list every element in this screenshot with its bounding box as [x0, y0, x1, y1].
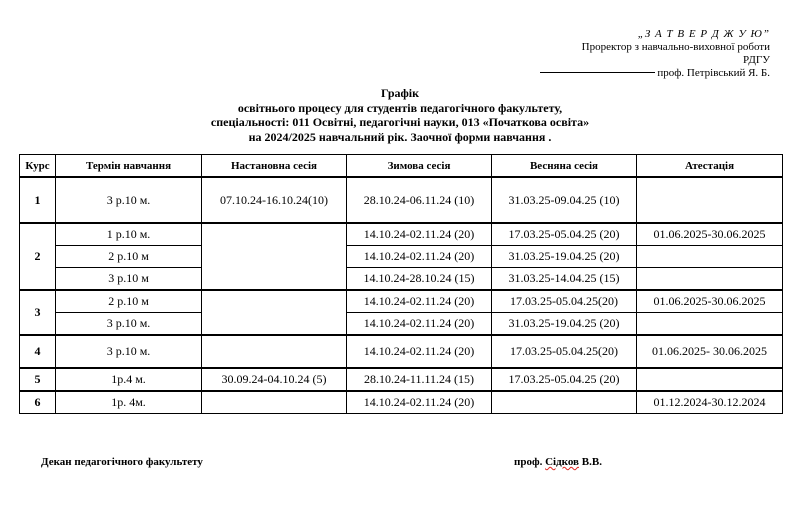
- approval-block: [530, 28, 770, 80]
- spring-cell: 31.03.25-19.04.25 (20): [492, 313, 637, 336]
- table-header-row: [20, 155, 783, 178]
- install-cell: [202, 391, 347, 414]
- attestation-cell: [637, 268, 783, 291]
- install-cell: [202, 290, 347, 335]
- schedule-table: [19, 154, 783, 414]
- kurs-cell: 6: [20, 391, 56, 414]
- term-cell: 2 р.10 м: [56, 246, 202, 268]
- spring-cell: 31.03.25-09.04.25 (10): [492, 177, 637, 223]
- term-cell: 1 р.10 м.: [56, 223, 202, 246]
- spring-cell: 31.03.25-14.04.25 (15): [492, 268, 637, 291]
- table-row: [20, 223, 783, 246]
- winter-cell: 14.10.24-02.11.24 (20): [347, 391, 492, 414]
- document-title: [130, 86, 670, 144]
- install-cell: 30.09.24-04.10.24 (5): [202, 368, 347, 391]
- attestation-cell: [637, 368, 783, 391]
- header-attestation: Атестація: [637, 155, 783, 178]
- title-line-2: освітнього процесу для студентів педагогічного факультету,: [237, 100, 563, 115]
- spring-cell: 31.03.25-19.04.25 (20): [492, 246, 637, 268]
- term-cell: 3 р.10 м.: [56, 177, 202, 223]
- header-term: Термін навчання: [56, 155, 202, 178]
- attestation-cell: 01.06.2025- 30.06.2025: [637, 335, 783, 368]
- header-winter-session: Зимова сесія: [347, 155, 492, 178]
- dean-prefix: проф.: [514, 456, 546, 468]
- kurs-cell: 5: [20, 368, 56, 391]
- install-cell: [202, 335, 347, 368]
- approval-university: РДГУ: [743, 54, 770, 66]
- title-line-1: Графік: [380, 86, 420, 100]
- term-cell: 1р.4 м.: [56, 368, 202, 391]
- dean-surname: Сідков: [545, 456, 580, 468]
- term-cell: 3 р.10 м: [56, 268, 202, 291]
- header-kurs: Курс: [20, 155, 56, 178]
- attestation-cell: [637, 313, 783, 336]
- approval-signature-line: [530, 67, 770, 80]
- install-cell: [202, 223, 347, 290]
- winter-cell: 14.10.24-02.11.24 (20): [347, 290, 492, 313]
- approval-heading: „З А Т В Е Р Д Ж У Ю”: [637, 28, 770, 40]
- winter-cell: 14.10.24-02.11.24 (20): [347, 313, 492, 336]
- attestation-cell: [637, 246, 783, 268]
- table-row: [20, 368, 783, 391]
- winter-cell: 14.10.24-02.11.24 (20): [347, 223, 492, 246]
- term-cell: 3 р.10 м.: [56, 335, 202, 368]
- kurs-cell: 3: [20, 290, 56, 335]
- spring-cell: 17.03.25-05.04.25(20): [492, 290, 637, 313]
- attestation-cell: 01.12.2024-30.12.2024: [637, 391, 783, 414]
- table-row: [20, 290, 783, 313]
- term-cell: 1р. 4м.: [56, 391, 202, 414]
- kurs-cell: 1: [20, 177, 56, 223]
- title-line-3: спеціальності: 011 Освітні, педагогічні науки, 013 «Початкова освіта»: [210, 115, 590, 129]
- table-row: [20, 246, 783, 268]
- dean-signature: [514, 456, 602, 468]
- table-row: [20, 313, 783, 336]
- table-row: [20, 335, 783, 368]
- spring-cell: 17.03.25-05.04.25(20): [492, 335, 637, 368]
- attestation-cell: 01.06.2025-30.06.2025: [637, 223, 783, 246]
- spring-cell: [492, 391, 637, 414]
- winter-cell: 28.10.24-11.11.24 (15): [347, 368, 492, 391]
- winter-cell: 28.10.24-06.11.24 (10): [347, 177, 492, 223]
- term-cell: 3 р.10 м.: [56, 313, 202, 336]
- attestation-cell: [637, 177, 783, 223]
- spring-cell: 17.03.25-05.04.25 (20): [492, 368, 637, 391]
- winter-cell: 14.10.24-28.10.24 (15): [347, 268, 492, 291]
- kurs-cell: 2: [20, 223, 56, 290]
- install-cell: 07.10.24-16.10.24(10): [202, 177, 347, 223]
- dean-title: Декан педагогічного факультету: [41, 456, 203, 468]
- signature-blank: [540, 72, 655, 73]
- winter-cell: 14.10.24-02.11.24 (20): [347, 246, 492, 268]
- term-cell: 2 р.10 м: [56, 290, 202, 313]
- table-row: [20, 177, 783, 223]
- header-spring-session: Весняна сесія: [492, 155, 637, 178]
- dean-initials: В.В.: [579, 456, 602, 468]
- winter-cell: 14.10.24-02.11.24 (20): [347, 335, 492, 368]
- approval-position: Проректор з навчально-виховної роботи: [581, 41, 770, 53]
- approval-signer: проф. Петрівський Я. Б.: [657, 67, 770, 79]
- table-row: [20, 391, 783, 414]
- title-line-4: на 2024/2025 навчальний рік. Заочної форми навчання .: [248, 129, 552, 144]
- attestation-cell: 01.06.2025-30.06.2025: [637, 290, 783, 313]
- header-install-session: Настановна сесія: [202, 155, 347, 178]
- kurs-cell: 4: [20, 335, 56, 368]
- spring-cell: 17.03.25-05.04.25 (20): [492, 223, 637, 246]
- table-row: [20, 268, 783, 291]
